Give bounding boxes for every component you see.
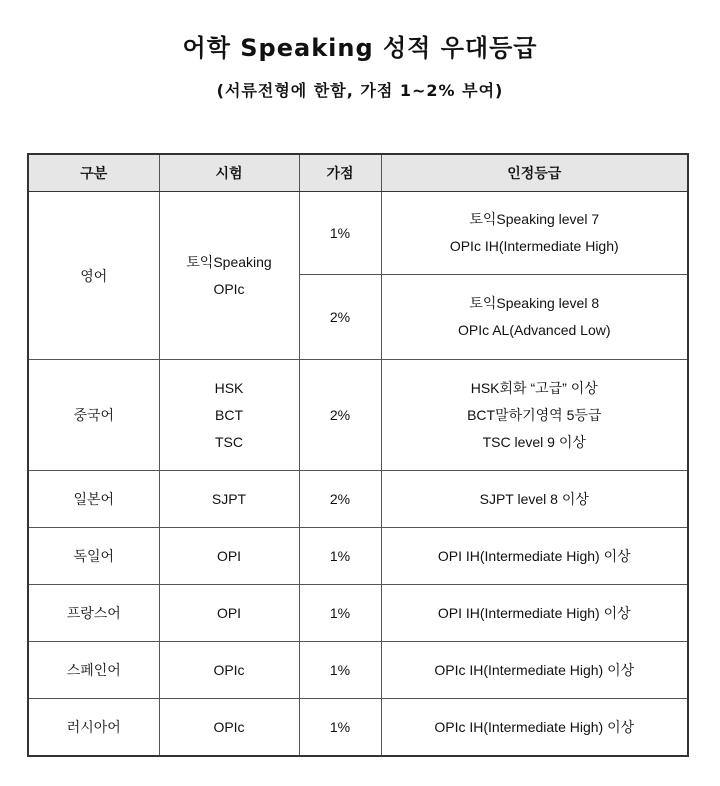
table-row: [28, 192, 688, 275]
exam-name: OPIc: [213, 280, 245, 297]
grade-cell: OPIc IH(Intermediate High) 이상: [381, 699, 688, 757]
table-row: [28, 528, 688, 585]
grade-cell: SJPT level 8 이상: [381, 471, 688, 528]
grade-cell: [381, 275, 688, 360]
header-category: 구분: [28, 154, 159, 192]
grade-line: 토익Speaking level 7: [469, 211, 600, 227]
grade-line: BCT말하기영역 5등급: [467, 406, 602, 423]
exam-name: 토익Speaking: [186, 253, 272, 270]
grade-line: OPIc AL(Advanced Low): [457, 322, 611, 338]
grade-table: [27, 153, 689, 757]
bonus-cell: 2%: [299, 471, 381, 528]
category-cell: 일본어: [28, 471, 159, 528]
header-grade: 인정등급: [381, 154, 688, 192]
grade-line: 토익Speaking level 8: [469, 295, 600, 311]
grade-cell: OPIc IH(Intermediate High) 이상: [381, 642, 688, 699]
grade-line: HSK회화 “고급” 이상: [470, 379, 598, 396]
category-cell: 중국어: [28, 360, 159, 471]
bonus-cell: 1%: [299, 528, 381, 585]
exam-name: HSK: [214, 379, 244, 396]
table-row: [28, 699, 688, 757]
bonus-cell: 1%: [299, 699, 381, 757]
bonus-cell: 1%: [299, 642, 381, 699]
table-header-row: [28, 154, 688, 192]
category-cell: 프랑스어: [28, 585, 159, 642]
exam-cell: OPIc: [159, 699, 299, 757]
grade-cell: OPI IH(Intermediate High) 이상: [381, 585, 688, 642]
page-subtitle: (서류전형에 한함, 가점 1~2% 부여): [216, 81, 504, 100]
grade-cell: [381, 192, 688, 275]
exam-name: TSC: [215, 433, 243, 450]
category-cell: 영어: [28, 192, 159, 360]
grade-cell: OPI IH(Intermediate High) 이상: [381, 528, 688, 585]
header-exam: 시험: [159, 154, 299, 192]
bonus-cell: 1%: [299, 192, 381, 275]
exam-name: BCT: [215, 406, 243, 423]
category-cell: 러시아어: [28, 699, 159, 757]
page-title: 어학 Speaking 성적 우대등급: [182, 34, 538, 62]
bonus-cell: 1%: [299, 585, 381, 642]
category-cell: 스페인어: [28, 642, 159, 699]
table-row: [28, 471, 688, 528]
header-bonus: 가점: [299, 154, 381, 192]
exam-cell: [159, 192, 299, 360]
grade-line: TSC level 9 이상: [482, 433, 586, 450]
table-row: [28, 360, 688, 471]
table-row: [28, 585, 688, 642]
table-row: [28, 642, 688, 699]
exam-cell: OPIc: [159, 642, 299, 699]
grade-cell: [381, 360, 688, 471]
exam-cell: SJPT: [159, 471, 299, 528]
exam-cell: [159, 360, 299, 471]
bonus-cell: 2%: [299, 360, 381, 471]
category-cell: 독일어: [28, 528, 159, 585]
exam-cell: OPI: [159, 585, 299, 642]
bonus-cell: 2%: [299, 275, 381, 360]
grade-line: OPIc IH(Intermediate High): [449, 238, 619, 254]
exam-cell: OPI: [159, 528, 299, 585]
